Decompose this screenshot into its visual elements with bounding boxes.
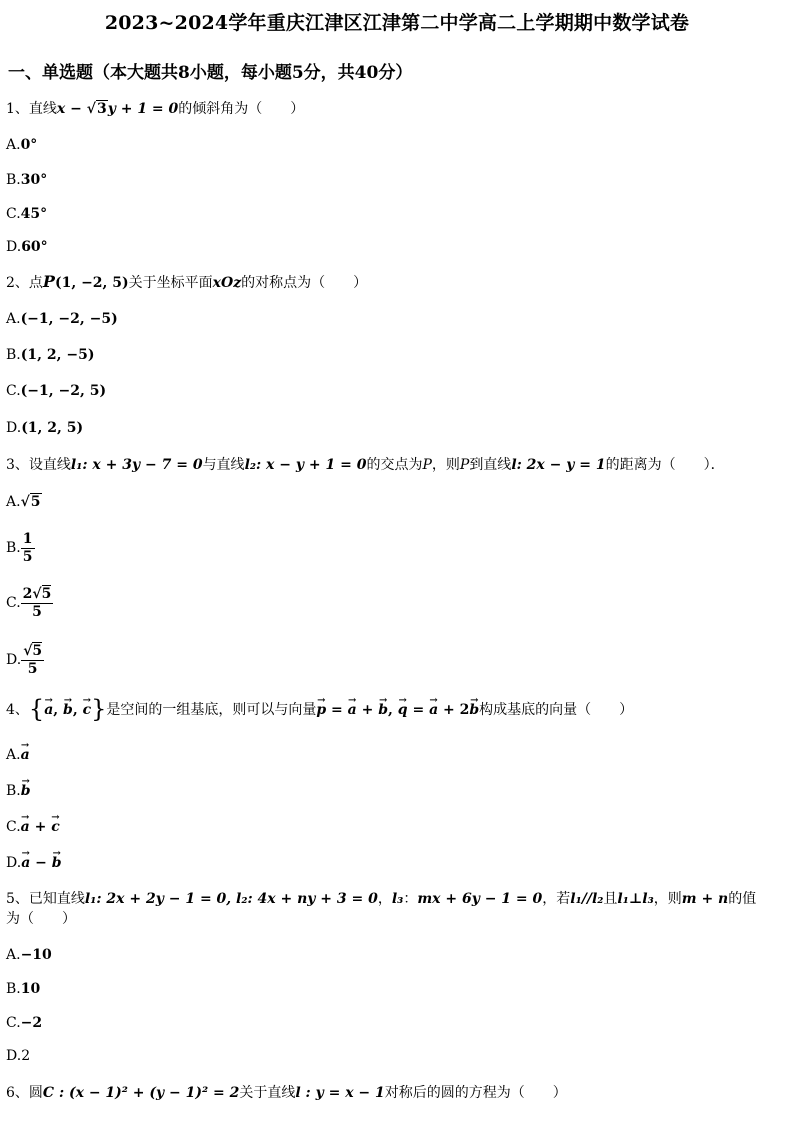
- vector-a: → a: [21, 817, 30, 837]
- option-label: D.: [6, 1048, 22, 1064]
- math-expression: P: [422, 457, 432, 473]
- q2-option-d[interactable]: [6, 418, 83, 438]
- math-expression: m + n: [681, 891, 729, 907]
- numerator: 2√5: [22, 585, 52, 602]
- math-expression: =: [407, 702, 430, 718]
- q1-option-a[interactable]: [6, 135, 37, 155]
- question-text: 且: [603, 891, 618, 907]
- math-expression: l₃: [391, 891, 404, 907]
- option-value: (1, 2, 5): [21, 420, 84, 436]
- vector-a: → a: [348, 700, 357, 720]
- page-title: 2023~2024学年重庆江津区江津第二中学高二上学期期中数学试卷: [104, 12, 690, 34]
- question-number: 3、: [6, 457, 29, 473]
- sqrt-expression: √5: [20, 494, 41, 510]
- question-text: 圆: [28, 1085, 43, 1101]
- math-expression: l₁: x + 3y − 7 = 0: [70, 457, 203, 473]
- question-text: 的距离为（ ）．: [605, 457, 725, 473]
- question-text: ，: [377, 891, 392, 907]
- q4-option-d[interactable]: [6, 853, 62, 873]
- vector-b: → b: [52, 853, 62, 873]
- q4-option-c[interactable]: [6, 817, 60, 837]
- question-text: 对称后的圆的方程为（ ）: [384, 1085, 567, 1101]
- question-text: ，则: [431, 457, 460, 473]
- q5-option-c[interactable]: [6, 1013, 42, 1033]
- option-label: A.: [6, 137, 21, 153]
- question-text: ，若: [542, 891, 571, 907]
- sqrt-expression: √3: [86, 101, 107, 117]
- question-text: 关于直线: [239, 1085, 296, 1101]
- question-number: 1、: [6, 101, 29, 117]
- option-label: A.: [6, 494, 21, 510]
- math-expression: C : (x − 1)² + (y − 1)² = 2: [42, 1085, 240, 1101]
- math-expression: ,: [53, 702, 64, 718]
- math-expression: }: [91, 695, 107, 723]
- option-label: D.: [6, 652, 22, 668]
- question-number: 5、: [6, 891, 29, 907]
- option-label: C.: [6, 595, 21, 611]
- vector-a: → a: [429, 700, 438, 720]
- question-2: [6, 272, 367, 293]
- vector-a: → a: [21, 745, 30, 765]
- question-text: 为（ ）: [6, 911, 76, 927]
- math-expression: =: [326, 702, 348, 718]
- option-label: D.: [6, 855, 22, 871]
- option-value: 10: [20, 981, 41, 997]
- option-value: (−1, −2, 5): [20, 383, 107, 399]
- vector-c: → c: [83, 700, 92, 720]
- q2-option-b[interactable]: [6, 345, 94, 365]
- math-expression: P: [42, 272, 55, 291]
- option-value: (1, 2, −5): [20, 347, 95, 363]
- question-text: ：: [403, 891, 418, 907]
- question-text: 直线: [28, 101, 57, 117]
- question-6: [6, 1083, 567, 1103]
- q5-option-d[interactable]: [6, 1046, 30, 1066]
- q2-option-c[interactable]: [6, 381, 106, 401]
- math-expression: y + 1 = 0: [107, 101, 179, 117]
- vector-q: → q: [398, 700, 408, 720]
- q5-option-a[interactable]: [6, 945, 52, 965]
- option-label: C.: [6, 819, 21, 835]
- q3-option-c[interactable]: [6, 585, 53, 621]
- math-expression: +: [356, 702, 379, 718]
- vector-c: → c: [51, 817, 60, 837]
- question-3: [6, 455, 725, 475]
- option-value: 45°: [20, 206, 48, 222]
- vector-b: → b: [469, 700, 479, 720]
- question-text: 设直线: [28, 457, 71, 473]
- math-expression: xOz: [212, 275, 242, 291]
- radicand: 5: [30, 494, 41, 510]
- question-text: 与直线: [202, 457, 245, 473]
- option-label: A.: [6, 747, 21, 763]
- numerator: 1: [22, 530, 33, 547]
- question-4: [6, 695, 634, 723]
- option-label: D.: [6, 420, 22, 436]
- q2-option-a[interactable]: [6, 309, 118, 329]
- question-5: [6, 889, 756, 909]
- math-expression: (1, −2, 5): [54, 275, 129, 291]
- option-label: B.: [6, 172, 21, 188]
- q4-option-b[interactable]: [6, 781, 31, 801]
- option-label: B.: [6, 981, 21, 997]
- option-label: B.: [6, 783, 21, 799]
- radicand: 3: [96, 101, 107, 117]
- option-value: (−1, −2, −5): [20, 311, 118, 327]
- option-label: B.: [6, 347, 21, 363]
- math-expression: l₂: x − y + 1 = 0: [244, 457, 367, 473]
- vector-a: → a: [21, 853, 30, 873]
- question-5-continued: [6, 909, 76, 929]
- question-text: 构成基底的向量（ ）: [479, 702, 634, 718]
- denominator: 5: [27, 660, 38, 677]
- q3-option-a[interactable]: [6, 492, 42, 512]
- option-label: C.: [6, 383, 21, 399]
- question-text: 关于坐标平面: [128, 275, 213, 291]
- radicand: 5: [41, 585, 52, 602]
- option-value: 2: [21, 1048, 31, 1064]
- question-text: 的倾斜角为（ ）: [178, 101, 305, 117]
- math-expression: mx + 6y − 1 = 0: [417, 891, 543, 907]
- numerator: √5: [23, 642, 43, 659]
- math-expression: l₁⊥l₃: [617, 891, 654, 907]
- question-text: 已知直线: [28, 891, 85, 907]
- option-value: −10: [20, 947, 52, 963]
- option-label: A.: [6, 947, 21, 963]
- q5-option-b[interactable]: [6, 979, 40, 999]
- vector-b: → b: [378, 700, 388, 720]
- question-text: 的值: [728, 891, 757, 907]
- vector-b: → b: [63, 700, 73, 720]
- question-number: 4、: [6, 702, 29, 718]
- q1-option-b[interactable]: [6, 170, 47, 190]
- option-value: −2: [20, 1015, 43, 1031]
- q3-option-d[interactable]: [6, 642, 44, 678]
- math-expression: −: [30, 855, 52, 871]
- q1-option-c[interactable]: [6, 204, 47, 224]
- question-number: 2、: [6, 275, 29, 291]
- math-expression: ,: [72, 702, 83, 718]
- fraction: [21, 531, 35, 566]
- question-text: ，则: [653, 891, 682, 907]
- option-label: C.: [6, 206, 21, 222]
- q1-option-d[interactable]: [6, 237, 48, 257]
- option-label: B.: [6, 540, 21, 556]
- radicand: 5: [32, 642, 43, 659]
- question-number: 6、: [6, 1085, 29, 1101]
- option-label: A.: [6, 311, 21, 327]
- q4-option-a[interactable]: [6, 745, 30, 765]
- question-text: 的对称点为（ ）: [241, 275, 368, 291]
- math-expression: l: 2x − y = 1: [511, 457, 606, 473]
- question-text: 的交点为: [366, 457, 423, 473]
- option-label: D.: [6, 239, 22, 255]
- question-text: 到直线: [469, 457, 512, 473]
- math-expression: l : y = x − 1: [295, 1085, 385, 1101]
- math-expression: l₁: 2x + 2y − 1 = 0, l₂: 4x + ny + 3 = 0: [84, 891, 378, 907]
- math-expression: l₁//l₂: [570, 891, 604, 907]
- math-expression: {: [28, 695, 45, 723]
- math-expression: +: [438, 702, 460, 718]
- option-label: C.: [6, 1015, 21, 1031]
- vector-p: → p: [316, 700, 326, 720]
- question-1: [6, 99, 304, 119]
- option-value: 30°: [20, 172, 48, 188]
- fraction: [21, 586, 54, 621]
- option-value: 0°: [20, 137, 38, 153]
- coefficient: 2: [22, 585, 33, 602]
- q3-option-b[interactable]: [6, 530, 35, 566]
- section-heading: 一、单选题（本大题共8小题，每小题5分，共40分）: [8, 63, 413, 83]
- math-expression: +: [29, 819, 52, 835]
- denominator: 5: [22, 548, 33, 565]
- denominator: 5: [32, 603, 42, 620]
- math-expression: x −: [56, 101, 87, 117]
- question-text: 是空间的一组基底，则可以与向量: [106, 702, 317, 718]
- option-value: 60°: [21, 239, 48, 255]
- math-expression: P: [459, 457, 470, 473]
- math-expression: 2: [459, 702, 470, 718]
- vector-a: → a: [44, 700, 53, 720]
- question-text: 点: [28, 275, 43, 291]
- vector-b: → b: [21, 781, 31, 801]
- fraction: [21, 643, 44, 678]
- math-expression: ,: [388, 702, 398, 718]
